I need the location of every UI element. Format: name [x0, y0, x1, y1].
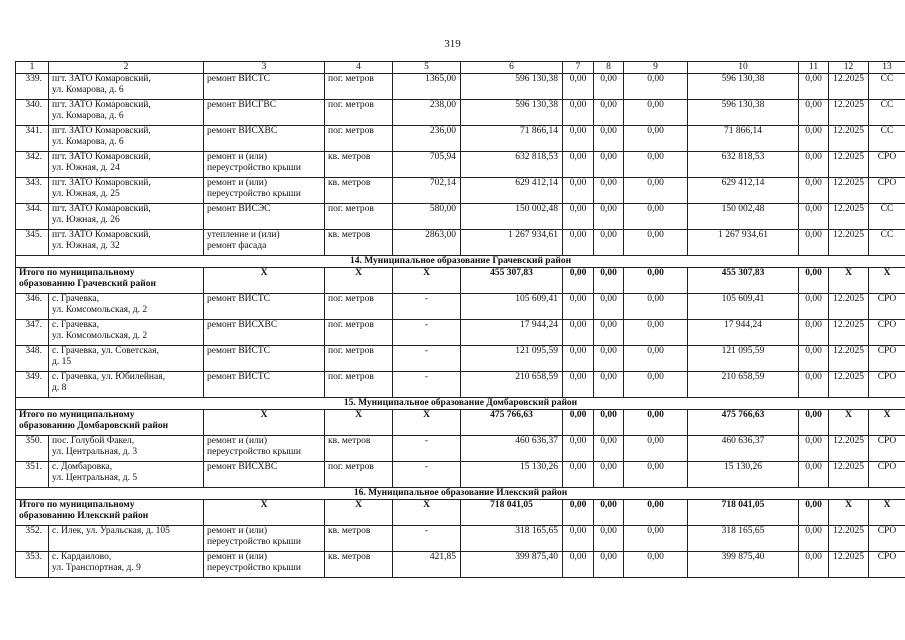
- col7-cell: 0,00: [563, 178, 594, 204]
- col8-cell: 0,00: [594, 372, 624, 398]
- col8-cell: 0,00: [594, 552, 624, 578]
- col11-cell: 0,00: [799, 294, 829, 320]
- cost-cell: 596 130,38: [461, 74, 563, 100]
- cost-cell: 318 165,65: [461, 526, 563, 552]
- col8-cell: 0,00: [594, 346, 624, 372]
- row-number: 345.: [16, 230, 49, 256]
- unit-cell: кв. метров: [325, 436, 393, 462]
- work-type-cell: ремонт ВИСХВС: [204, 320, 325, 346]
- col7-cell: 0,00: [563, 152, 594, 178]
- work-type-cell: ремонт ВИСГВС: [204, 100, 325, 126]
- unit-cell: кв. метров: [325, 178, 393, 204]
- total-col7: 0,00: [563, 500, 594, 526]
- column-number: 5: [393, 62, 461, 74]
- address-cell: с. Грачевка, ул. Юбилейная, д. 8: [49, 372, 204, 398]
- col9-cell: 0,00: [624, 74, 688, 100]
- volume-cell: 702,14: [393, 178, 461, 204]
- volume-cell: -: [393, 294, 461, 320]
- col10-cell: 105 609,41: [688, 294, 799, 320]
- code-cell: СС: [869, 204, 905, 230]
- col7-cell: 0,00: [563, 204, 594, 230]
- total-col9: 0,00: [624, 268, 688, 294]
- column-number-row: [16, 62, 905, 74]
- col10-cell: 121 095,59: [688, 346, 799, 372]
- table-row: [16, 74, 905, 100]
- volume-cell: -: [393, 462, 461, 488]
- col11-cell: 0,00: [799, 346, 829, 372]
- col11-cell: 0,00: [799, 462, 829, 488]
- col9-cell: 0,00: [624, 436, 688, 462]
- code-cell: СРО: [869, 436, 905, 462]
- col10-cell: 399 875,40: [688, 552, 799, 578]
- volume-cell: 580,00: [393, 204, 461, 230]
- col8-cell: 0,00: [594, 436, 624, 462]
- row-number: 344.: [16, 204, 49, 230]
- address-cell: пгт. ЗАТО Комаровский, ул. Комарова, д. 6: [49, 74, 204, 100]
- code-cell: СРО: [869, 320, 905, 346]
- date-cell: 12.2025: [829, 436, 869, 462]
- address-cell: пгт. ЗАТО Комаровский, ул. Южная, д. 32: [49, 230, 204, 256]
- total-row: [16, 410, 905, 436]
- code-cell: СРО: [869, 152, 905, 178]
- table-row: [16, 178, 905, 204]
- col7-cell: 0,00: [563, 372, 594, 398]
- address-cell: пгт. ЗАТО Комаровский, ул. Южная, д. 26: [49, 204, 204, 230]
- table-row: [16, 204, 905, 230]
- column-number: 4: [325, 62, 393, 74]
- section-header-row: [16, 488, 905, 500]
- col8-cell: 0,00: [594, 294, 624, 320]
- address-cell: с. Кардаилово, ул. Транспортная, д. 9: [49, 552, 204, 578]
- cost-cell: 210 658,59: [461, 372, 563, 398]
- address-cell: пос. Голубой Факел, ул. Центральная, д. 3: [49, 436, 204, 462]
- row-number: 346.: [16, 294, 49, 320]
- col11-cell: 0,00: [799, 100, 829, 126]
- row-number: 351.: [16, 462, 49, 488]
- col7-cell: 0,00: [563, 294, 594, 320]
- work-type-cell: ремонт ВИСХВС: [204, 126, 325, 152]
- col9-cell: 0,00: [624, 346, 688, 372]
- row-number: 353.: [16, 552, 49, 578]
- address-cell: с. Грачевка, ул. Советская, д. 15: [49, 346, 204, 372]
- date-cell: 12.2025: [829, 552, 869, 578]
- total-cost: 475 766,63: [461, 410, 563, 436]
- code-cell: СРО: [869, 526, 905, 552]
- total-col11: 0,00: [799, 268, 829, 294]
- total-col7: 0,00: [563, 410, 594, 436]
- col7-cell: 0,00: [563, 526, 594, 552]
- code-cell: СРО: [869, 462, 905, 488]
- total-col8: 0,00: [594, 268, 624, 294]
- table-row: [16, 152, 905, 178]
- total-col11: 0,00: [799, 500, 829, 526]
- code-cell: СРО: [869, 346, 905, 372]
- col11-cell: 0,00: [799, 230, 829, 256]
- column-number: 6: [461, 62, 563, 74]
- unit-cell: пог. метров: [325, 204, 393, 230]
- code-cell: СРО: [869, 294, 905, 320]
- date-cell: 12.2025: [829, 74, 869, 100]
- col9-cell: 0,00: [624, 152, 688, 178]
- table-row: [16, 346, 905, 372]
- total-label: Итого по муниципальному образованию Грачевский район: [16, 268, 204, 294]
- col8-cell: 0,00: [594, 526, 624, 552]
- table-row: [16, 320, 905, 346]
- total-x: X: [829, 500, 869, 526]
- col9-cell: 0,00: [624, 320, 688, 346]
- col7-cell: 0,00: [563, 552, 594, 578]
- cost-cell: 460 636,37: [461, 436, 563, 462]
- address-cell: пгт. ЗАТО Комаровский, ул. Комарова, д. 6: [49, 126, 204, 152]
- column-number: 2: [49, 62, 204, 74]
- volume-cell: -: [393, 320, 461, 346]
- cost-cell: 121 095,59: [461, 346, 563, 372]
- code-cell: СРО: [869, 178, 905, 204]
- total-label: Итого по муниципальному образованию Илекский район: [16, 500, 204, 526]
- row-number: 352.: [16, 526, 49, 552]
- table-row: [16, 526, 905, 552]
- cost-cell: 17 944,24: [461, 320, 563, 346]
- col11-cell: 0,00: [799, 152, 829, 178]
- section-title: 15. Муниципальное образование Домбаровский район: [16, 398, 905, 410]
- col9-cell: 0,00: [624, 372, 688, 398]
- section-title: 14. Муниципальное образование Грачевский район: [16, 256, 905, 268]
- total-col10: 718 041,05: [688, 500, 799, 526]
- date-cell: 12.2025: [829, 204, 869, 230]
- col9-cell: 0,00: [624, 230, 688, 256]
- address-cell: с. Грачевка, ул. Комсомольская, д. 2: [49, 294, 204, 320]
- total-row: [16, 500, 905, 526]
- cost-cell: 105 609,41: [461, 294, 563, 320]
- address-cell: пгт. ЗАТО Комаровский, ул. Комарова, д. 6: [49, 100, 204, 126]
- col11-cell: 0,00: [799, 204, 829, 230]
- date-cell: 12.2025: [829, 526, 869, 552]
- total-col9: 0,00: [624, 500, 688, 526]
- row-number: 349.: [16, 372, 49, 398]
- total-x: X: [393, 500, 461, 526]
- cost-cell: 15 130,26: [461, 462, 563, 488]
- column-number: 11: [799, 62, 829, 74]
- total-cost: 718 041,05: [461, 500, 563, 526]
- col8-cell: 0,00: [594, 204, 624, 230]
- cost-cell: 632 818,53: [461, 152, 563, 178]
- volume-cell: 705,94: [393, 152, 461, 178]
- col10-cell: 460 636,37: [688, 436, 799, 462]
- total-label: Итого по муниципальному образованию Домбаровский район: [16, 410, 204, 436]
- volume-cell: 236,00: [393, 126, 461, 152]
- code-cell: СРО: [869, 372, 905, 398]
- total-x: X: [393, 268, 461, 294]
- col7-cell: 0,00: [563, 320, 594, 346]
- table-row: [16, 436, 905, 462]
- total-col7: 0,00: [563, 268, 594, 294]
- unit-cell: пог. метров: [325, 126, 393, 152]
- column-number: 8: [594, 62, 624, 74]
- col9-cell: 0,00: [624, 204, 688, 230]
- col8-cell: 0,00: [594, 100, 624, 126]
- col9-cell: 0,00: [624, 462, 688, 488]
- column-number: 3: [204, 62, 325, 74]
- col8-cell: 0,00: [594, 126, 624, 152]
- date-cell: 12.2025: [829, 126, 869, 152]
- date-cell: 12.2025: [829, 178, 869, 204]
- unit-cell: пог. метров: [325, 346, 393, 372]
- table-row: [16, 372, 905, 398]
- col11-cell: 0,00: [799, 320, 829, 346]
- volume-cell: 421,85: [393, 552, 461, 578]
- total-x: X: [829, 410, 869, 436]
- col7-cell: 0,00: [563, 74, 594, 100]
- unit-cell: пог. метров: [325, 100, 393, 126]
- total-x: X: [325, 410, 393, 436]
- col11-cell: 0,00: [799, 526, 829, 552]
- col10-cell: 632 818,53: [688, 152, 799, 178]
- work-type-cell: ремонт и (или) переустройство крыши: [204, 526, 325, 552]
- col8-cell: 0,00: [594, 320, 624, 346]
- work-type-cell: ремонт ВИСТС: [204, 74, 325, 100]
- work-type-cell: ремонт ВИСТС: [204, 372, 325, 398]
- unit-cell: пог. метров: [325, 372, 393, 398]
- address-cell: с. Грачевка, ул. Комсомольская, д. 2: [49, 320, 204, 346]
- col7-cell: 0,00: [563, 230, 594, 256]
- date-cell: 12.2025: [829, 294, 869, 320]
- col10-cell: 71 866,14: [688, 126, 799, 152]
- col11-cell: 0,00: [799, 372, 829, 398]
- col10-cell: 596 130,38: [688, 74, 799, 100]
- col11-cell: 0,00: [799, 552, 829, 578]
- col8-cell: 0,00: [594, 462, 624, 488]
- col8-cell: 0,00: [594, 152, 624, 178]
- unit-cell: пог. метров: [325, 294, 393, 320]
- cost-cell: 150 002,48: [461, 204, 563, 230]
- col11-cell: 0,00: [799, 74, 829, 100]
- date-cell: 12.2025: [829, 346, 869, 372]
- col11-cell: 0,00: [799, 126, 829, 152]
- total-cost: 455 307,83: [461, 268, 563, 294]
- volume-cell: -: [393, 526, 461, 552]
- unit-cell: кв. метров: [325, 152, 393, 178]
- total-col11: 0,00: [799, 410, 829, 436]
- row-number: 347.: [16, 320, 49, 346]
- address-cell: пгт. ЗАТО Комаровский, ул. Южная, д. 25: [49, 178, 204, 204]
- volume-cell: -: [393, 436, 461, 462]
- work-type-cell: ремонт и (или) переустройство крыши: [204, 152, 325, 178]
- column-number: 9: [624, 62, 688, 74]
- volume-cell: 1365,00: [393, 74, 461, 100]
- date-cell: 12.2025: [829, 320, 869, 346]
- col7-cell: 0,00: [563, 100, 594, 126]
- work-type-cell: ремонт ВИСХВС: [204, 462, 325, 488]
- col10-cell: 318 165,65: [688, 526, 799, 552]
- col10-cell: 1 267 934,61: [688, 230, 799, 256]
- work-type-cell: утепление и (или) ремонт фасада: [204, 230, 325, 256]
- unit-cell: кв. метров: [325, 552, 393, 578]
- col11-cell: 0,00: [799, 178, 829, 204]
- col9-cell: 0,00: [624, 178, 688, 204]
- col9-cell: 0,00: [624, 126, 688, 152]
- total-x: X: [869, 268, 905, 294]
- date-cell: 12.2025: [829, 462, 869, 488]
- date-cell: 12.2025: [829, 372, 869, 398]
- col9-cell: 0,00: [624, 294, 688, 320]
- code-cell: СС: [869, 74, 905, 100]
- column-number: 10: [688, 62, 799, 74]
- column-number: 7: [563, 62, 594, 74]
- col7-cell: 0,00: [563, 126, 594, 152]
- table-row: [16, 552, 905, 578]
- address-cell: с. Домбаровка, ул. Центральная, д. 5: [49, 462, 204, 488]
- table-row: [16, 230, 905, 256]
- col10-cell: 15 130,26: [688, 462, 799, 488]
- date-cell: 12.2025: [829, 230, 869, 256]
- row-number: 339.: [16, 74, 49, 100]
- row-number: 340.: [16, 100, 49, 126]
- total-row: [16, 268, 905, 294]
- col10-cell: 596 130,38: [688, 100, 799, 126]
- date-cell: 12.2025: [829, 152, 869, 178]
- total-col8: 0,00: [594, 500, 624, 526]
- column-number: 12: [829, 62, 869, 74]
- code-cell: СС: [869, 230, 905, 256]
- work-type-cell: ремонт и (или) переустройство крыши: [204, 436, 325, 462]
- cost-cell: 71 866,14: [461, 126, 563, 152]
- table-row: [16, 462, 905, 488]
- page-number: 319: [444, 38, 461, 50]
- code-cell: СС: [869, 100, 905, 126]
- total-x: X: [829, 268, 869, 294]
- code-cell: СС: [869, 126, 905, 152]
- col10-cell: 150 002,48: [688, 204, 799, 230]
- volume-cell: -: [393, 372, 461, 398]
- work-type-cell: ремонт ВИСТС: [204, 294, 325, 320]
- table-row: [16, 294, 905, 320]
- date-cell: 12.2025: [829, 100, 869, 126]
- col10-cell: 629 412,14: [688, 178, 799, 204]
- row-number: 350.: [16, 436, 49, 462]
- volume-cell: 2863,00: [393, 230, 461, 256]
- volume-cell: -: [393, 346, 461, 372]
- table-body: [16, 62, 905, 578]
- code-cell: СРО: [869, 552, 905, 578]
- col8-cell: 0,00: [594, 230, 624, 256]
- unit-cell: пог. метров: [325, 462, 393, 488]
- col10-cell: 17 944,24: [688, 320, 799, 346]
- section-header-row: [16, 256, 905, 268]
- row-number: 341.: [16, 126, 49, 152]
- col7-cell: 0,00: [563, 346, 594, 372]
- col11-cell: 0,00: [799, 436, 829, 462]
- total-x: X: [204, 410, 325, 436]
- col9-cell: 0,00: [624, 100, 688, 126]
- total-x: X: [393, 410, 461, 436]
- row-number: 342.: [16, 152, 49, 178]
- table-row: [16, 100, 905, 126]
- total-x: X: [204, 268, 325, 294]
- cost-cell: 399 875,40: [461, 552, 563, 578]
- work-type-cell: ремонт и (или) переустройство крыши: [204, 552, 325, 578]
- section-header-row: [16, 398, 905, 410]
- total-x: X: [204, 500, 325, 526]
- col9-cell: 0,00: [624, 552, 688, 578]
- work-type-cell: ремонт ВИСЭС: [204, 204, 325, 230]
- total-x: X: [325, 268, 393, 294]
- total-x: X: [325, 500, 393, 526]
- column-number: 1: [16, 62, 49, 74]
- volume-cell: 238,00: [393, 100, 461, 126]
- total-x: X: [869, 410, 905, 436]
- cost-cell: 596 130,38: [461, 100, 563, 126]
- column-number: 13: [869, 62, 905, 74]
- total-col8: 0,00: [594, 410, 624, 436]
- col10-cell: 210 658,59: [688, 372, 799, 398]
- work-type-cell: ремонт и (или) переустройство крыши: [204, 178, 325, 204]
- unit-cell: пог. метров: [325, 320, 393, 346]
- address-cell: с. Илек, ул. Уральская, д. 105: [49, 526, 204, 552]
- row-number: 343.: [16, 178, 49, 204]
- work-type-cell: ремонт ВИСТС: [204, 346, 325, 372]
- table-row: [16, 126, 905, 152]
- col7-cell: 0,00: [563, 436, 594, 462]
- col9-cell: 0,00: [624, 526, 688, 552]
- total-col10: 475 766,63: [688, 410, 799, 436]
- col8-cell: 0,00: [594, 178, 624, 204]
- unit-cell: кв. метров: [325, 526, 393, 552]
- total-col10: 455 307,83: [688, 268, 799, 294]
- total-col9: 0,00: [624, 410, 688, 436]
- col7-cell: 0,00: [563, 462, 594, 488]
- col8-cell: 0,00: [594, 74, 624, 100]
- cost-cell: 1 267 934,61: [461, 230, 563, 256]
- unit-cell: кв. метров: [325, 230, 393, 256]
- cost-cell: 629 412,14: [461, 178, 563, 204]
- section-title: 16. Муниципальное образование Илекский район: [16, 488, 905, 500]
- unit-cell: пог. метров: [325, 74, 393, 100]
- address-cell: пгт. ЗАТО Комаровский, ул. Южная, д. 24: [49, 152, 204, 178]
- row-number: 348.: [16, 346, 49, 372]
- repair-program-table: [15, 61, 905, 578]
- total-x: X: [869, 500, 905, 526]
